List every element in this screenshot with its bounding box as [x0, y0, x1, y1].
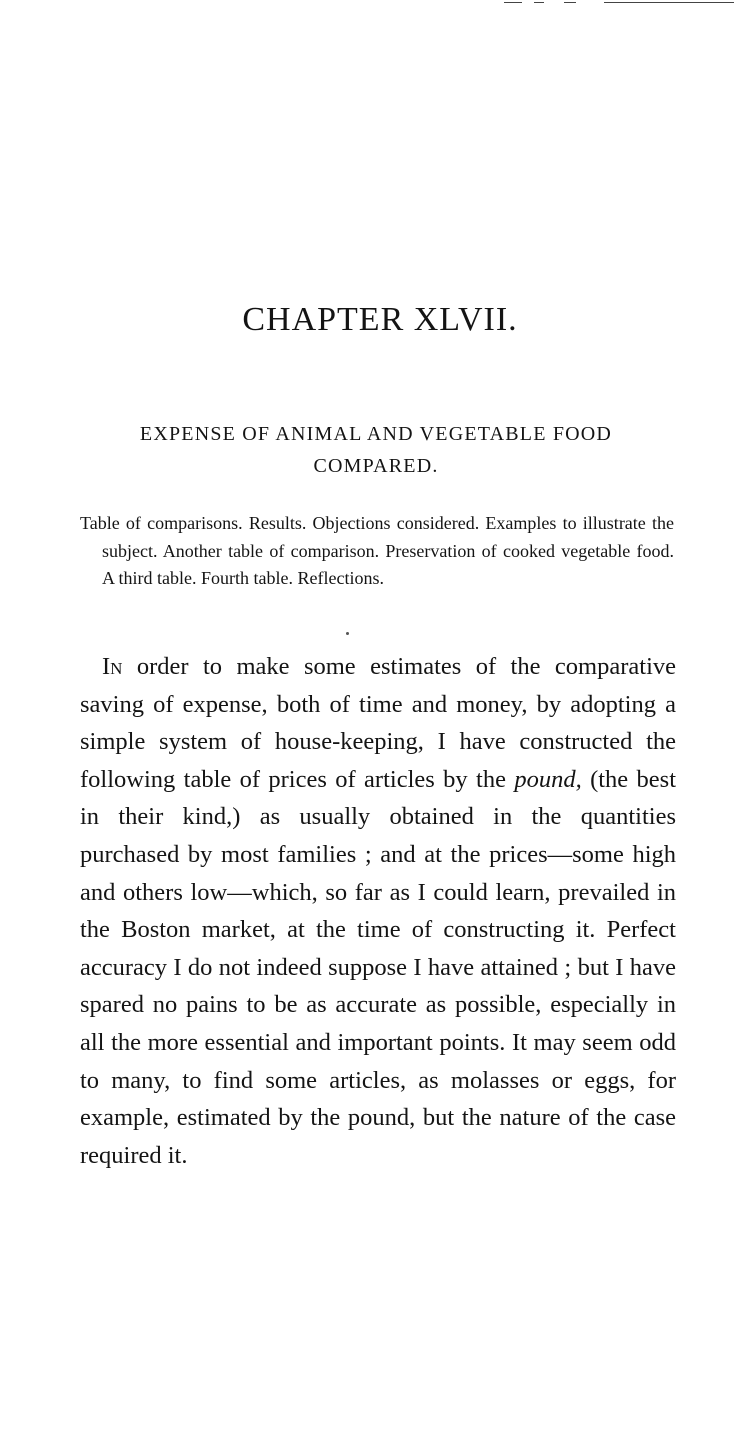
chapter-subtitle	[76, 418, 676, 482]
lead-word: In	[102, 653, 123, 680]
subtitle-line-1: EXPENSE OF ANIMAL AND VEGETABLE FOOD	[139, 423, 613, 445]
italic-word: pound,	[514, 765, 582, 793]
scan-edge-marks	[494, 0, 744, 6]
edge-dash	[564, 2, 576, 3]
edge-dash	[604, 2, 734, 3]
body-paragraph	[80, 648, 676, 1174]
subtitle-line-2: COMPARED.	[313, 455, 439, 477]
body-text-part-1: order to make some estimates of the comparative saving of expense, both of time and money, by adopting a simple system of house-keeping, I have constructed the following table of prices of articles by the	[80, 653, 676, 793]
edge-dash	[534, 2, 544, 3]
body-text-part-2: (the best in their kind,) as usually obtained in the quantities purchased by most families ; and at the prices—some high and others low—which, so far as I could learn, prevailed in the Boston market, at the time of constructing it. Perfect accuracy I do not indeed suppose I have attained ; but I have spared no pains to be as accurate as possible, especially in all the more essential and important points. It may seem odd to many, to find some articles, as molasses or eggs, for example, estimated by the pound, but the nature of the case required it.	[80, 765, 676, 1169]
chapter-summary: Table of comparisons. Results. Objections considered. Examples to illustrate the subject. Another table of comparison. Preservation of cooked vegetable food. A third table. Fourth table. Reflections.	[80, 513, 674, 588]
ornament-dot	[346, 632, 349, 635]
edge-dash	[504, 2, 522, 3]
chapter-title: CHAPTER XLVII.	[242, 301, 518, 338]
